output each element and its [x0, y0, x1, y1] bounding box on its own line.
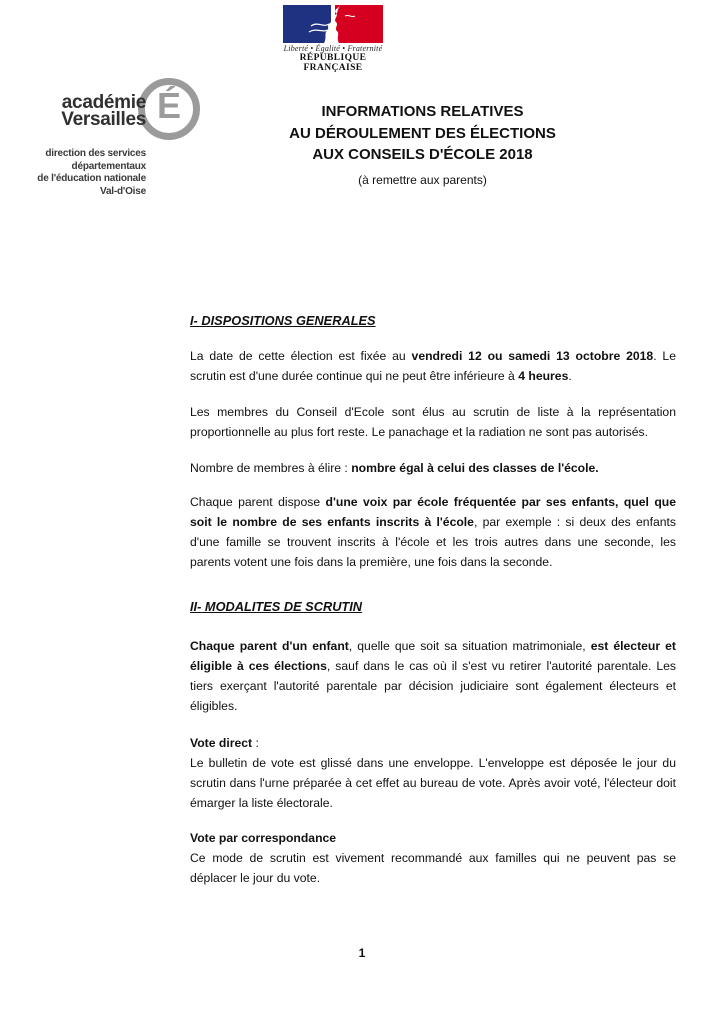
- motto-liberte-egalite-fraternite: Liberté • Égalité • Fraternité: [283, 44, 383, 53]
- text-run-bold: vendredi 12 ou samedi 13 octobre 2018: [411, 349, 654, 363]
- document-title: [250, 101, 595, 191]
- paragraph-electeur-eligible: [190, 636, 676, 716]
- document-body: [190, 312, 676, 888]
- vote-direct-heading: [190, 733, 676, 753]
- academie-name: [30, 94, 146, 128]
- text-run: , quelle que soit sa situation matrimoniale,: [348, 639, 591, 653]
- dept-line-4: Val-d'Oise: [100, 185, 146, 197]
- marianne-flag-icon: [283, 5, 383, 43]
- paragraph-scrutin-liste: Les membres du Conseil d'Ecole sont élus au scrutin de liste à la représentation proportionnelle au plus fort reste. Le panachage et la radiation ne sont pas autorisés.: [190, 405, 676, 439]
- text-run-bold: 4 heures: [518, 369, 569, 383]
- vote-correspondance-heading: Vote par correspondance: [190, 831, 337, 845]
- dept-line-1: direction des services: [45, 148, 146, 159]
- paragraph-nombre-membres: [190, 458, 676, 478]
- academie-name-line1: académie: [61, 92, 146, 113]
- academie-name-line2: Versailles: [61, 109, 146, 130]
- section-2-heading: II- MODALITES DE SCRUTIN: [190, 599, 363, 614]
- text-run: , sauf dans le cas où il s'est vu retirer l'autorité parentale. Les tiers exerçant l'autorité parentale par décision judiciaire sont également électeurs et éligibles.: [190, 659, 677, 713]
- text-run: :: [252, 736, 259, 750]
- text-run: . Le scrutin est d'une durée continue qui ne peut être inférieure à: [190, 349, 676, 383]
- vote-direct-paragraph: Le bulletin de vote est glissé dans une enveloppe. L'enveloppe est déposée le jour du scrutin dans l'urne préparée à cet effet au bureau de vote. Après avoir voté, l'électeur doit émarger la liste électorale.: [190, 756, 676, 810]
- academie-e-icon: [138, 78, 200, 140]
- dept-line-3: de l'éducation nationale: [37, 173, 146, 184]
- title-line-3: AUX CONSEILS D'ÉCOLE 2018: [312, 146, 533, 163]
- text-run-bold: est électeur et éligible à ces élections: [190, 639, 676, 673]
- text-run: La date de cette élection est fixée au: [190, 349, 412, 363]
- republique-francaise-label: RÉPUBLIQUE FRANÇAISE: [299, 53, 367, 73]
- text-run-bold: d'une voix par école fréquentée par ses enfants, quel que soit le nombre de ses enfants inscrits à l'école: [190, 495, 676, 529]
- text-run: Nombre de membres à élire :: [190, 461, 352, 475]
- vote-correspondance-paragraph: Ce mode de scrutin est vivement recommandé aux familles qui ne peuvent pas se déplacer le jour du vote.: [190, 851, 676, 885]
- text-run-bold: Vote direct: [190, 736, 253, 750]
- text-run-bold: nombre égal à celui des classes de l'école.: [351, 461, 599, 475]
- text-run: , par exemple : si deux des enfants d'une famille se trouvent inscrits à l'école et les trois autres dans une seconde, les parents votent une fois dans la première, une fois dans la seconde.: [190, 515, 676, 569]
- paragraph-une-voix-par-ecole: [190, 492, 676, 572]
- academie-e-letter: É: [156, 85, 181, 126]
- republique-francaise-logo: [270, 5, 396, 73]
- text-run-bold: Chaque parent d'un enfant: [190, 639, 349, 653]
- paragraph-election-date: [190, 346, 676, 386]
- text-run: Chaque parent dispose: [190, 495, 326, 509]
- dept-line-2: départementaux: [71, 160, 146, 172]
- academie-department-lines: [30, 148, 146, 198]
- page-number: 1: [358, 946, 366, 960]
- title-line-2: AU DÉROULEMENT DES ÉLECTIONS: [289, 124, 556, 142]
- text-run: .: [568, 369, 572, 383]
- title-subtitle: (à remettre aux parents): [358, 172, 487, 187]
- section-1-heading: I- DISPOSITIONS GENERALES: [190, 313, 376, 328]
- title-line-1: INFORMATIONS RELATIVES: [321, 103, 524, 120]
